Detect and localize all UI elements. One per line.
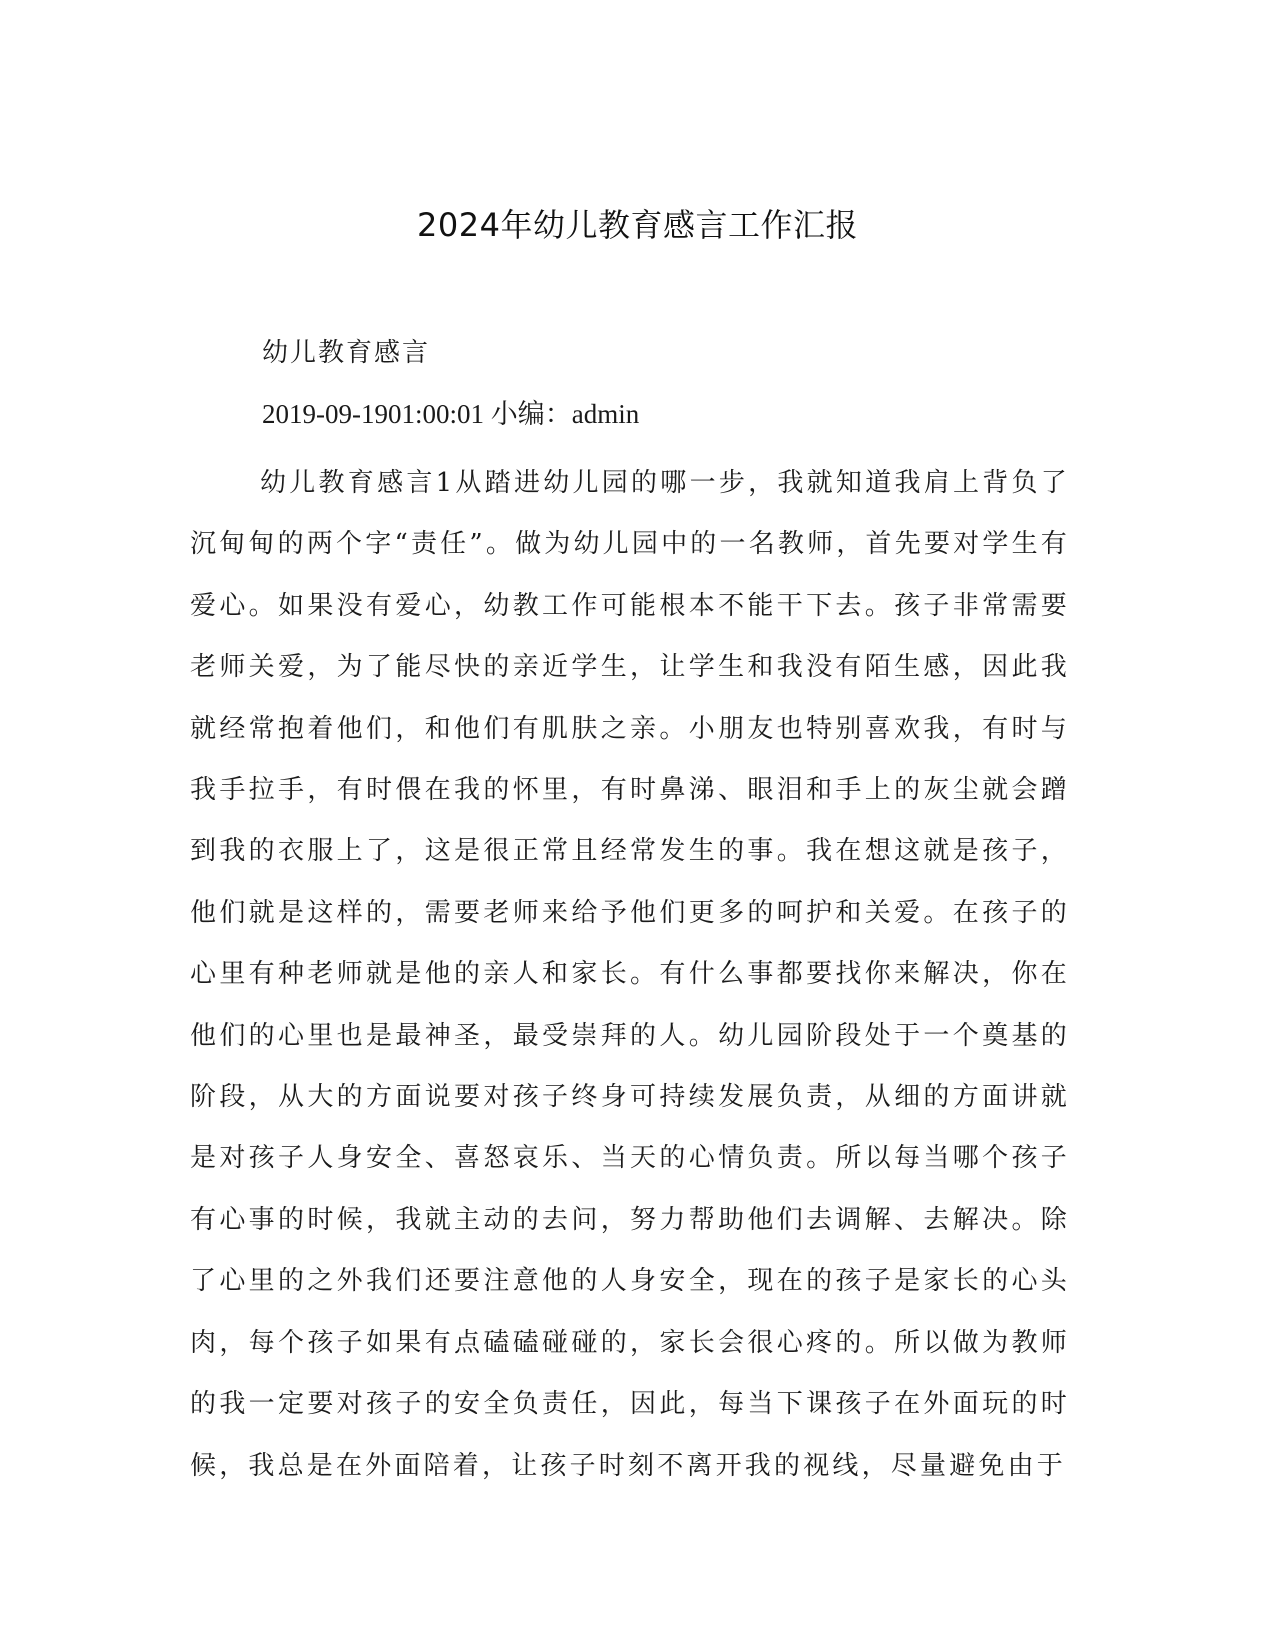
article-subheading: 幼儿教育感言: [262, 338, 431, 368]
body-paragraph: 幼儿教育感言1从踏进幼儿园的哪一步，我就知道我肩上背负了沉甸甸的两个字“责任”。做为幼儿园中的一名教师，首先要对学生有爱心。如果没有爱心，幼教工作可能根本不能干下去。孩子非常需要老师关爱，为了能尽快的亲近学生，让学生和我没有陌生感，因此我就经常抱着他们，和他们有肌肤之亲。小朋友也特别喜欢我，有时与我手拉手，有时偎在我的怀里，有时鼻涕、眼泪和手上的灰尘就会蹭到我的衣服上了，这是很正常且经常发生的事。我在想这就是孩子，他们就是这样的，需要老师来给予他们更多的呵护和关爱。在孩子的心里有种老师就是他的亲人和家长。有什么事都要找你来解决，你在他们的心里也是最神圣，最受崇拜的人。幼儿园阶段处于一个奠基的阶段，从大的方面说要对孩子终身可持续发展负责，从细的方面讲就是对孩子人身安全、喜怒哀乐、当天的心情负责。所以每当哪个孩子有心事的时候，我就主动的去问，努力帮助他们去调解、去解决。除了心里的之外我们还要注意他的人身安全，现在的孩子是家长的心头肉，每个孩子如果有点磕磕碰碰的，家长会很心疼的。所以做为教师的我一定要对孩子的安全负责任，因此，每当下课孩子在外面玩的时候，我总是在外面陪着，让孩子时刻不离开我的视线，尽量避免由于: [190, 468, 1070, 1481]
document-title: 2024年幼儿教育感言工作汇报: [417, 206, 858, 244]
article-meta-line: 2019-09-1901:00:01 小编：admin: [262, 399, 640, 429]
